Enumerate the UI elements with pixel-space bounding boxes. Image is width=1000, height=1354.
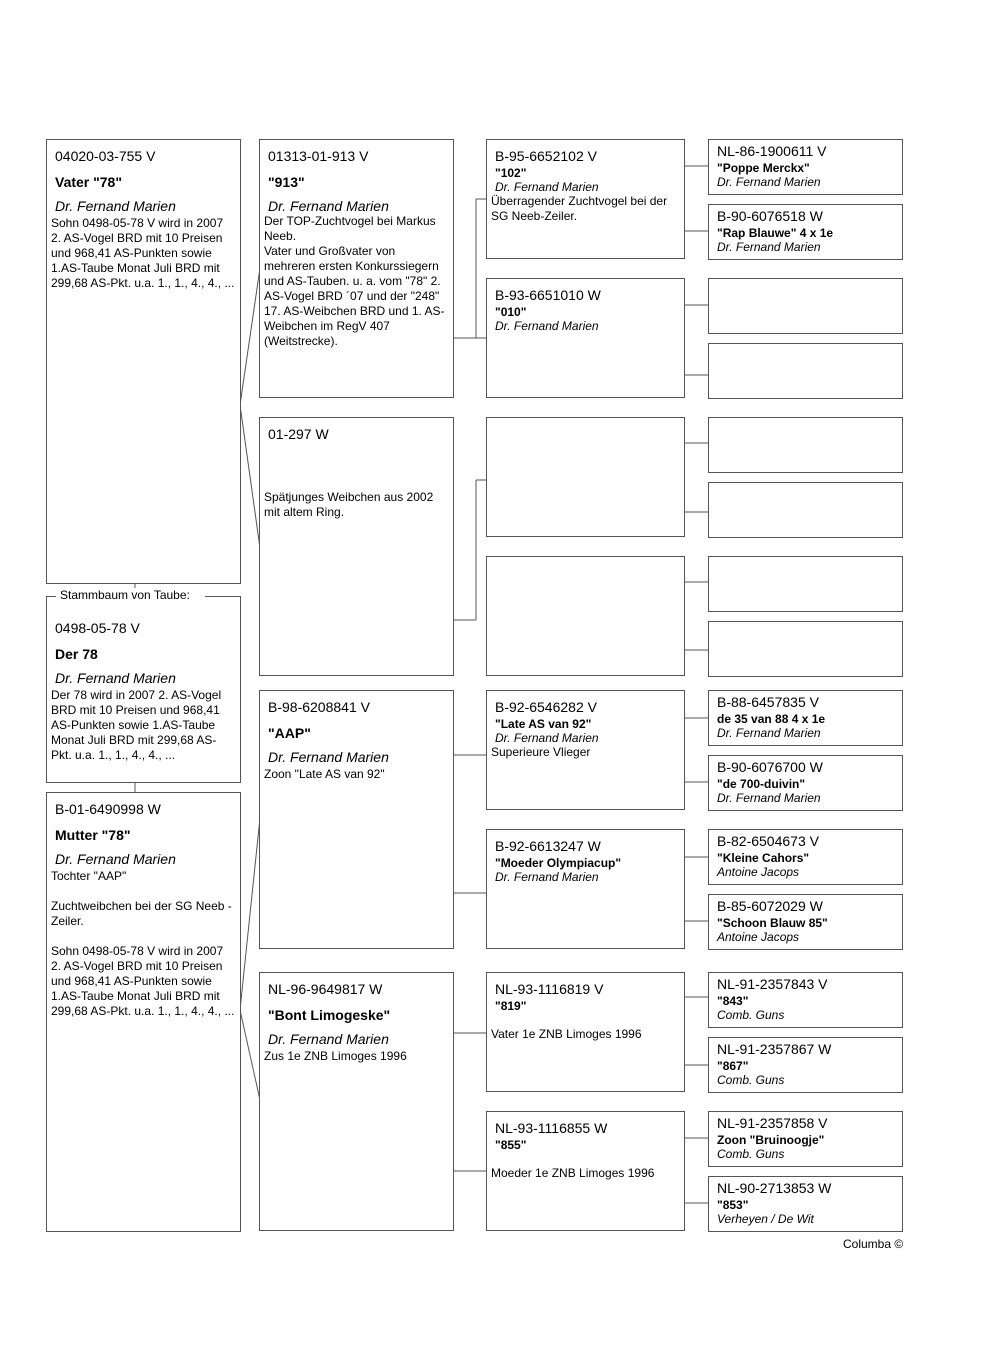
gen4-name: "Poppe Merckx": [717, 161, 810, 175]
gen4-card-empty[interactable]: [708, 417, 903, 473]
gen4-name: Zoon "Bruinoogje": [717, 1133, 825, 1147]
subject-ring-number: 0498-05-78 V: [55, 620, 140, 636]
gen3-name: "Moeder Olympiacup": [495, 856, 622, 870]
gen4-ring-number: B-85-6072029 W: [717, 898, 823, 914]
gen4-card-empty[interactable]: [708, 482, 903, 538]
gen4-card-empty[interactable]: [708, 343, 903, 399]
gen3-card[interactable]: [486, 829, 685, 949]
gen4-name: "Schoon Blauw 85": [717, 916, 828, 930]
gen3-card[interactable]: [486, 972, 685, 1092]
gen3-name: "Late AS van 92": [495, 717, 592, 731]
father-breeder: Dr. Fernand Marien: [55, 198, 176, 214]
gen4-breeder: Comb. Guns: [717, 1073, 785, 1087]
gen4-card[interactable]: [708, 1176, 903, 1232]
father-notes: Sohn 0498-05-78 V wird in 2007 2. AS-Vogel BRD mit 10 Preisen und 968,41 AS-Punkten sowie 1.AS-Taube Monat Juli BRD mit 299,68 AS-Pkt. u.a. 1., 1., 4., 4., ...: [51, 216, 235, 290]
gen4-ring-number: B-90-6076700 W: [717, 759, 823, 775]
gen2-breeder: Dr. Fernand Marien: [268, 198, 389, 214]
gen4-ring-number: NL-86-1900611 V: [717, 143, 827, 159]
gen4-card-empty[interactable]: [708, 278, 903, 334]
father-name: Vater "78": [55, 174, 122, 190]
gen4-breeder: Antoine Jacops: [717, 865, 800, 879]
gen2-card[interactable]: [259, 690, 454, 949]
gen2-notes: Zoon "Late AS van 92": [264, 767, 385, 781]
gen4-breeder: Antoine Jacops: [717, 930, 800, 944]
gen3-card[interactable]: [486, 690, 685, 810]
gen3-name: "819": [495, 999, 527, 1013]
gen2-card[interactable]: [259, 139, 454, 398]
gen3-ring-number: B-95-6652102 V: [495, 148, 597, 164]
subject-card[interactable]: [46, 596, 241, 783]
gen2-ring-number: 01313-01-913 V: [268, 148, 369, 164]
gen2-card[interactable]: [259, 417, 454, 676]
credit-text: Columba ©: [843, 1237, 904, 1251]
gen3-notes: Superieure Vlieger: [491, 745, 591, 759]
gen3-name: "010": [495, 305, 527, 319]
mother-notes: Tochter "AAP" Zuchtweibchen bei der SG Neeb -Zeiler. Sohn 0498-05-78 V wird in 2007 2. AS-Vogel BRD mit 10 Preisen und 968,41 AS-Punkten sowie 1.AS-Taube Monat Juli BRD mit 299,68 AS-Pkt. u.a. 1., 1., 4., 4., ...: [51, 869, 235, 1018]
gen2-notes: Spätjunges Weibchen aus 2002 mit altem Ring.: [264, 490, 434, 519]
mother-ring-number: B-01-6490998 W: [55, 801, 161, 817]
subject-breeder: Dr. Fernand Marien: [55, 670, 176, 686]
gen3-notes: Vater 1e ZNB Limoges 1996: [491, 1027, 642, 1041]
gen3-name: "855": [495, 1138, 527, 1152]
subject-frame-left: [46, 596, 56, 597]
gen4-card-empty[interactable]: [708, 556, 903, 612]
subject-name: Der 78: [55, 646, 98, 662]
gen3-card-empty[interactable]: [486, 417, 685, 537]
gen4-breeder: Dr. Fernand Marien: [717, 175, 821, 189]
gen4-name: "Kleine Cahors": [717, 851, 810, 865]
gen3-notes: Überragender Zuchtvogel bei der SG Neeb-Zeiler.: [491, 194, 668, 223]
gen4-card[interactable]: [708, 1111, 903, 1167]
gen3-card[interactable]: [486, 1111, 685, 1231]
gen3-ring-number: B-92-6546282 V: [495, 699, 597, 715]
gen3-card-empty[interactable]: [486, 556, 685, 676]
gen4-name: "867": [717, 1059, 749, 1073]
gen3-card[interactable]: [486, 139, 685, 259]
gen4-ring-number: B-90-6076518 W: [717, 208, 823, 224]
gen2-breeder: Dr. Fernand Marien: [268, 1031, 389, 1047]
subject-legend: Stammbaum von Taube:: [56, 588, 194, 602]
gen4-breeder: Comb. Guns: [717, 1008, 785, 1022]
gen4-card[interactable]: [708, 829, 903, 885]
mother-breeder: Dr. Fernand Marien: [55, 851, 176, 867]
gen4-name: de 35 van 88 4 x 1e: [717, 712, 826, 726]
gen4-card-empty[interactable]: [708, 621, 903, 677]
gen4-ring-number: B-82-6504673 V: [717, 833, 819, 849]
gen2-name: "Bont Limogeske": [268, 1007, 391, 1023]
gen4-breeder: Comb. Guns: [717, 1147, 785, 1161]
gen3-ring-number: NL-93-1116819 V: [495, 981, 604, 997]
mother-name: Mutter "78": [55, 827, 131, 843]
gen3-breeder: Dr. Fernand Marien: [495, 180, 599, 194]
gen4-card[interactable]: [708, 894, 903, 950]
gen4-breeder: Verheyen / De Wit: [717, 1212, 814, 1226]
gen3-name: "102": [495, 166, 527, 180]
gen4-ring-number: NL-91-2357867 W: [717, 1041, 832, 1057]
gen2-name: "AAP": [268, 725, 311, 741]
gen3-card[interactable]: [486, 278, 685, 398]
gen3-breeder: Dr. Fernand Marien: [495, 319, 599, 333]
gen4-breeder: Dr. Fernand Marien: [717, 240, 821, 254]
gen4-name: "853": [717, 1198, 749, 1212]
gen2-ring-number: 01-297 W: [268, 426, 329, 442]
gen2-card[interactable]: [259, 972, 454, 1231]
subject-notes: Der 78 wird in 2007 2. AS-Vogel BRD mit 10 Preisen und 968,41 AS-Punkten sowie 1.AS-Taube Monat Juli BRD mit 299,68 AS-Pkt. u.a. 1., 1., 4., 4., ...: [51, 688, 222, 762]
gen2-ring-number: B-98-6208841 V: [268, 699, 370, 715]
gen4-name: "843": [717, 994, 749, 1008]
gen3-breeder: Dr. Fernand Marien: [495, 731, 599, 745]
mother-card[interactable]: [46, 792, 241, 1232]
gen3-notes: Moeder 1e ZNB Limoges 1996: [491, 1166, 655, 1180]
gen4-card[interactable]: [708, 972, 903, 1028]
gen4-name: "de 700-duivin": [717, 777, 806, 791]
gen4-ring-number: NL-91-2357843 V: [717, 976, 828, 992]
gen4-card[interactable]: [708, 1037, 903, 1093]
father-ring-number: 04020-03-755 V: [55, 148, 156, 164]
gen2-breeder: Dr. Fernand Marien: [268, 749, 389, 765]
gen2-name: "913": [268, 174, 305, 190]
gen4-card[interactable]: [708, 690, 903, 746]
gen3-ring-number: NL-93-1116855 W: [495, 1120, 608, 1136]
gen4-card[interactable]: [708, 204, 903, 260]
gen4-ring-number: NL-91-2357858 V: [717, 1115, 828, 1131]
gen4-name: "Rap Blauwe" 4 x 1e: [717, 226, 834, 240]
gen3-ring-number: B-92-6613247 W: [495, 838, 601, 854]
gen2-ring-number: NL-96-9649817 W: [268, 981, 383, 997]
subject-frame-right: [205, 596, 241, 597]
father-card[interactable]: [46, 139, 241, 584]
gen3-breeder: Dr. Fernand Marien: [495, 870, 599, 884]
gen4-breeder: Dr. Fernand Marien: [717, 791, 821, 805]
gen3-ring-number: B-93-6651010 W: [495, 287, 601, 303]
gen4-card[interactable]: [708, 139, 903, 195]
gen4-ring-number: B-88-6457835 V: [717, 694, 819, 710]
gen4-ring-number: NL-90-2713853 W: [717, 1180, 832, 1196]
gen4-card[interactable]: [708, 755, 903, 811]
gen2-notes: Der TOP-Zuchtvogel bei Markus Neeb. Vater und Großvater von mehreren ersten Konkurssiegern und AS-Tauben. u. a. vom "78" 2. AS-Vogel BRD ´07 und der "248" 17. AS-Weibchen BRD und 1. AS-Weibchen im RegV 407 (Weitstrecke).: [264, 214, 445, 348]
gen2-notes: Zus 1e ZNB Limoges 1996: [264, 1049, 407, 1063]
gen4-breeder: Dr. Fernand Marien: [717, 726, 821, 740]
